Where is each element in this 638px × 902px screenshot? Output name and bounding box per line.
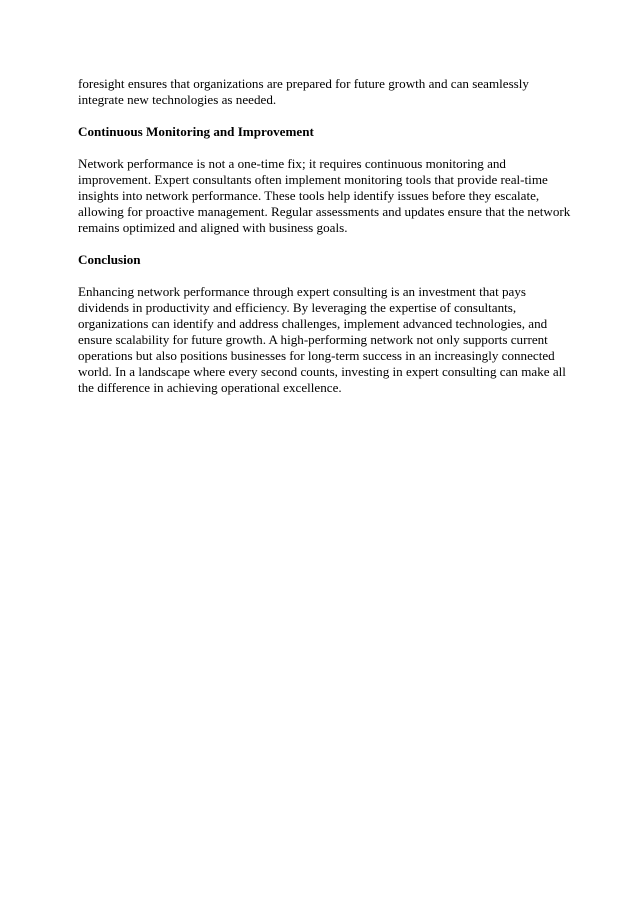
text-line: allowing for proactive management. Regular assessments and updates ensure that the network xyxy=(78,204,571,219)
text-line: remains optimized and aligned with business goals. xyxy=(78,220,348,235)
text-line: integrate new technologies as needed. xyxy=(78,92,277,107)
monitoring-paragraph xyxy=(78,156,571,236)
text-line: dividends in productivity and efficiency. By leveraging the expertise of consultants, xyxy=(78,300,517,315)
text-line: insights into network performance. These tools help identify issues before they escalate, xyxy=(78,188,540,203)
text-line: Enhancing network performance through expert consulting is an investment that pays xyxy=(78,284,526,299)
section-heading-conclusion: Conclusion xyxy=(78,252,141,267)
intro-paragraph xyxy=(78,76,568,108)
section-heading-monitoring: Continuous Monitoring and Improvement xyxy=(78,124,314,139)
text-line: Network performance is not a one-time fix; it requires continuous monitoring and xyxy=(78,156,506,171)
text-line: operations but also positions businesses for long-term success in an increasingly connected xyxy=(78,348,555,363)
text-line: world. In a landscape where every second counts, investing in expert consulting can make all xyxy=(78,364,566,379)
text-line: the difference in achieving operational excellence. xyxy=(78,380,342,395)
text-line: organizations can identify and address challenges, implement advanced technologies, and xyxy=(78,316,548,331)
conclusion-paragraph xyxy=(78,284,568,396)
text-line: ensure scalability for future growth. A high-performing network not only supports current xyxy=(78,332,548,347)
document-body xyxy=(78,76,571,412)
text-line: foresight ensures that organizations are prepared for future growth and can seamlessly xyxy=(78,76,529,91)
text-line: improvement. Expert consultants often implement monitoring tools that provide real-time xyxy=(78,172,548,187)
